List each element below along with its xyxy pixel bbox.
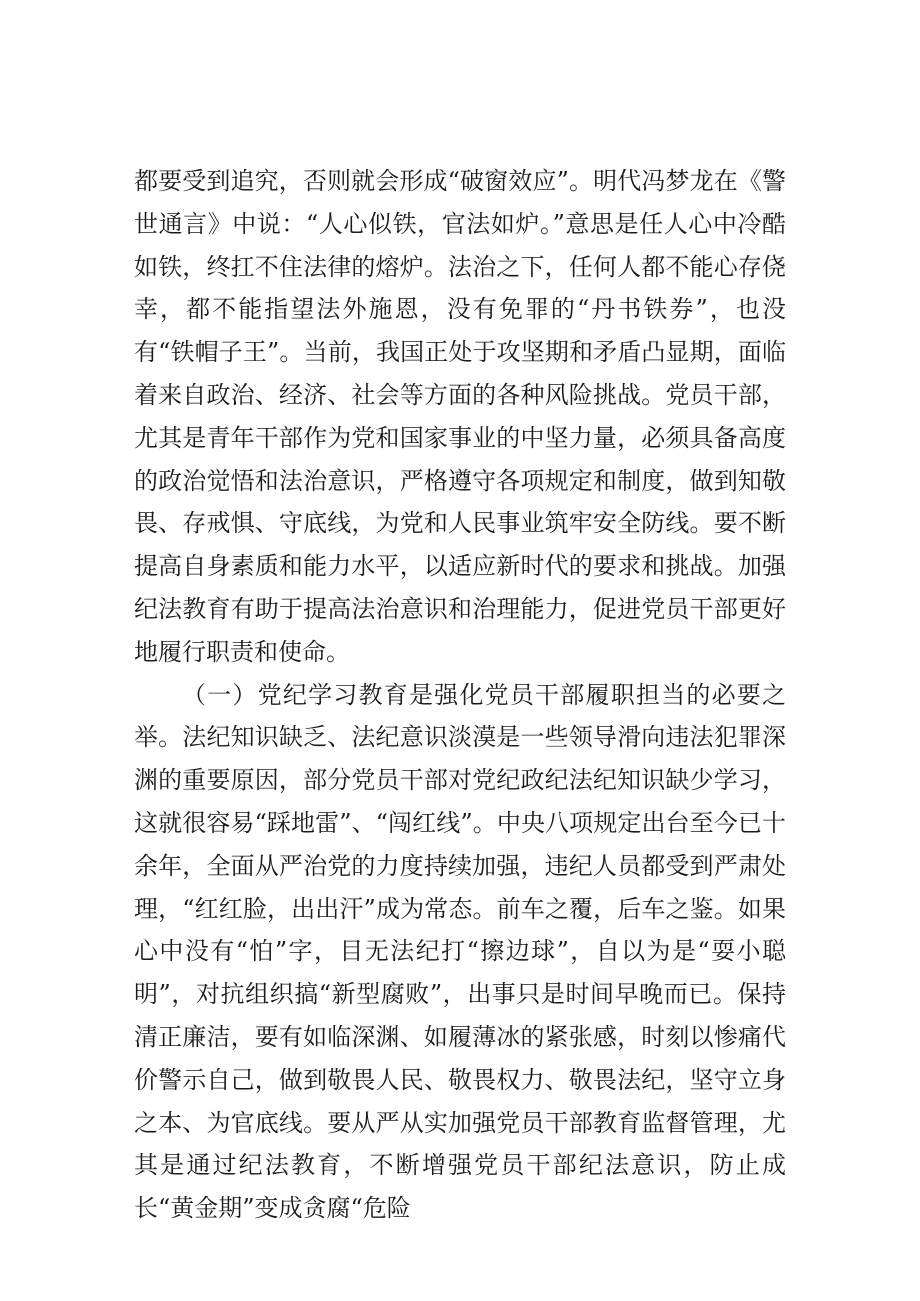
document-body — [134, 160, 786, 1230]
paragraph-continuation: 都要受到追究，否则就会形成“破窗效应”。明代冯梦龙在《警世通言》中说：“人心似铁，官法如炉。”意思是任人心中冷酷如铁，终扛不住法律的熔炉。法治之下，任何人都不能心存侥幸，都不能指望法外施恩，没有免罪的“丹书铁券”，也没有“铁帽子王”。当前，我国正处于攻坚期和矛盾凸显期，面临着来自政治、经济、社会等方面的各种风险挑战。党员干部，尤其是青年干部作为党和国家事业的中坚力量，必须具备高度的政治觉悟和法治意识，严格遵守各项规定和制度，做到知敬畏、存戒惧、守底线，为党和人民事业筑牢安全防线。要不断提高自身素质和能力水平，以适应新时代的要求和挑战。加强纪法教育有助于提高法治意识和治理能力，促进党员干部更好地履行职责和使命。 — [134, 167, 786, 666]
paragraph-section-one: （一）党纪学习教育是强化党员干部履职担当的必要之举。法纪知识缺乏、法纪意识淡漠是一些领导滑向违法犯罪深渊的重要原因，部分党员干部对党纪政纪法纪知识缺少学习，这就很容易“踩地雷”、“闯红线”。中央八项规定出台至今已十余年，全面从严治党的力度持续加强，违纪人员都受到严肃处理，“红红脸，出出汗”成为常态。前车之覆，后车之鉴。如果心中没有“怕”字，目无法纪打“擦边球”，自以为是“耍小聪明”，对抗组织搞“新型腐败”，出事只是时间早晚而已。保持清正廉洁，要有如临深渊、如履薄冰的紧张感，时刻以惨痛代价警示自己，做到敬畏人民、敬畏权力、敬畏法纪，坚守立身之本、为官底线。要从严从实加强党员干部教育监督管理，尤其是通过纪法教育，不断增强党员干部纪法意识，防止成长“黄金期”变成贪腐“危险 — [134, 680, 786, 1223]
